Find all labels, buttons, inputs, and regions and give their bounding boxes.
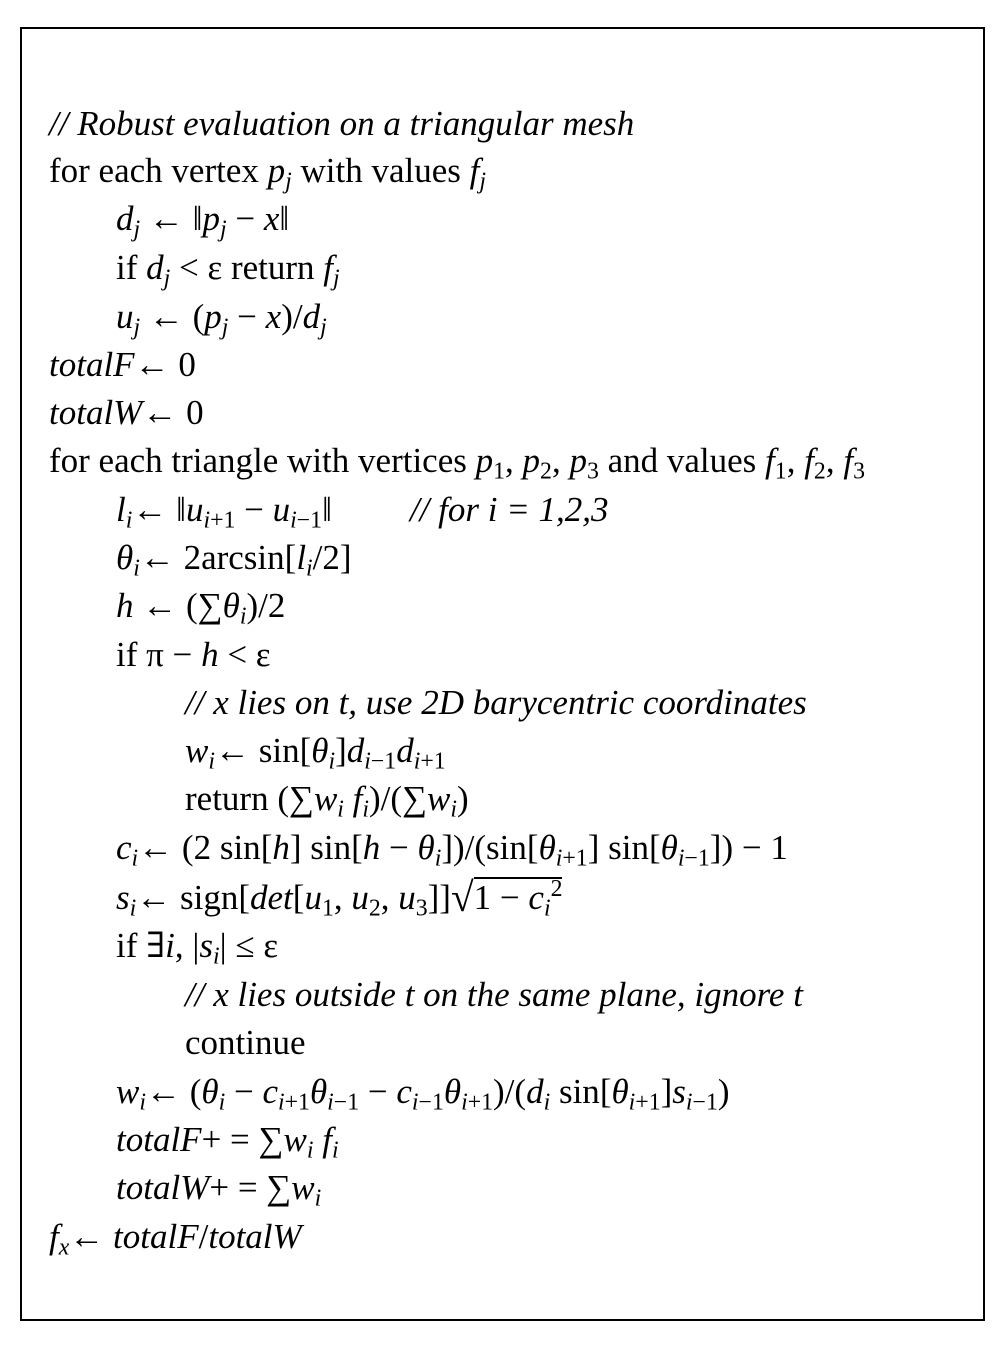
kw-for-each-vertex: for each vertex [49, 151, 259, 190]
init-totalF: totalF← 0 [49, 345, 196, 384]
fn-sin: sin [258, 731, 300, 770]
algorithm-title-comment: // Robust evaluation on a triangular mesh [49, 104, 635, 143]
kw-if: if [116, 635, 138, 674]
kw-if: if [116, 926, 138, 965]
assign-distance: $d_j$ ← $‖p_j$ − x‖ [116, 199, 290, 243]
assign-barycentric-weight: $w_i\leftarrow$ $\sin[\theta_i]d_{i-1}d_{i+1}$ [185, 731, 446, 775]
fn-arcsin: arcsin [201, 538, 285, 577]
init-totalW: totalW← 0 [49, 393, 204, 432]
var-totalF: totalF [49, 345, 135, 384]
final-result: $f_x\leftarrow$ totalF/totalW [49, 1217, 302, 1261]
kw-with-values: with values [300, 151, 461, 190]
check-on-triangle: if π − h < ε [116, 635, 271, 674]
assign-theta: $\theta_i\leftarrow$ $2\arcsin[l_i/2]$ [116, 538, 352, 582]
assign-c: $c_i\leftarrow$ (2 sin[h] $\sin[h - \theta_i])/(\sin[\theta_{i+1}]$ $\sin[\theta_{i-1}]) - 1$ [116, 828, 788, 872]
comment-outside-triangle: // x lies outside t on the same plane, ignore t [185, 975, 803, 1014]
kw-for-each-triangle: for each triangle with vertices [49, 441, 467, 480]
assign-s: $s_i\leftarrow$ $sign[\det[u_1$, $u_2$, $u_3]]√1 - c_i^2$ [116, 874, 563, 922]
check-vertex-distance: if $d_j < \varepsilon$ return $f_j$ [116, 248, 340, 292]
loop-triangles: for each triangle with vertices $p_1$, $p_2$, $p_3$ and values $f_1$, $f_2$, $f_3$ [49, 441, 865, 485]
kw-return: return [185, 779, 269, 818]
kw-and-values: and values [607, 441, 757, 480]
loop-vertices: for each vertex $p_j$ with values $f_j$ [49, 151, 486, 195]
fn-sign: sign [180, 878, 239, 917]
assign-unit-vector: $u_j$ ← $(p_j - x)/d_j$ [116, 297, 327, 341]
accumulate-totalF: totalF+ = $\sum w_i$ $f_i$ [116, 1120, 339, 1164]
check-outside-plane: if ∃i, $|s_i| \le \varepsilon$ [116, 926, 279, 970]
var-totalW: totalW [49, 393, 143, 432]
fn-det: det [250, 878, 293, 917]
kw-return: return [230, 248, 315, 287]
comment-for-i: // for i = 1,2,3 [409, 490, 609, 529]
return-barycentric: return ($\sum w_i$ $f_i)/(\sum w_i)$ [185, 779, 469, 823]
comment-on-triangle: // x lies on t, use 2D barycentric coordinates [185, 683, 807, 722]
assign-edge-length: $l_i\leftarrow$ $‖u_{i+1}$ − $u_{i-1}‖$ // for i = 1,2,3 [116, 490, 609, 534]
assign-mean-value-weight: $w_i\leftarrow$ $(\theta_i - c_{i+1}\theta_{i-1} - c_{i-1}\theta_{i+1})/(d_i$ $\sin[\theta_{i+1}]s_{i-1}$) [116, 1072, 730, 1116]
kw-if: if [116, 248, 138, 287]
kw-continue: continue [185, 1023, 306, 1062]
accumulate-totalW: totalW+ = $\sum w_i$ [116, 1168, 322, 1212]
assign-h: h ← $(\sum\theta_i)/2$ [116, 586, 286, 630]
